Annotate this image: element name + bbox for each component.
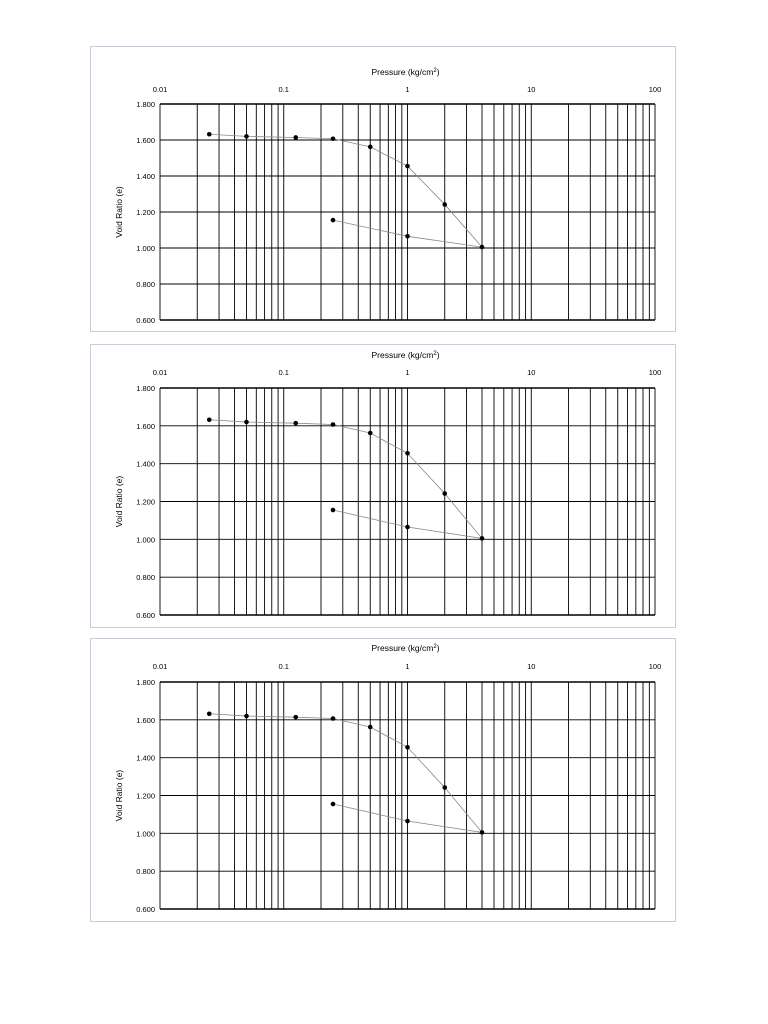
y-tick-label: 1.400 — [136, 753, 155, 763]
y-tick-label: 0.600 — [136, 905, 155, 914]
data-point — [331, 802, 336, 807]
y-tick-label: 1.600 — [136, 715, 155, 725]
x-tick-label: 0.1 — [278, 85, 289, 94]
data-point — [480, 536, 485, 541]
x-tick-label: 1 — [405, 662, 410, 671]
data-point — [331, 508, 336, 513]
gridlines — [160, 104, 655, 320]
chart-panel-2 — [90, 344, 676, 628]
y-tick-label: 1.800 — [136, 678, 155, 687]
x-tick-label: 10 — [527, 662, 536, 671]
gridlines — [160, 388, 655, 615]
y-tick-label: 1.600 — [136, 421, 155, 431]
x-tick-label: 10 — [527, 85, 536, 94]
chart-svg — [91, 47, 677, 333]
data-point — [442, 491, 447, 496]
x-tick-label: 0.01 — [152, 368, 168, 377]
x-tick-label: 0.01 — [152, 85, 168, 94]
x-axis-title: Pressure $(kg/cm^2)$ — [371, 67, 440, 77]
data-point — [480, 245, 485, 250]
chart-panel-3 — [90, 638, 676, 922]
data-point — [207, 711, 212, 716]
y-tick-label: 0.800 — [136, 573, 155, 583]
data-point — [480, 830, 485, 835]
data-point — [244, 420, 249, 425]
data-point — [368, 431, 373, 436]
x-axis-title: Pressure $(kg/cm^2)$ — [371, 643, 440, 653]
data-point — [331, 218, 336, 223]
y-tick-label: 1.400 — [136, 459, 155, 469]
y-tick-label: 1.000 — [136, 829, 155, 839]
x-tick-label: 0.1 — [278, 368, 289, 377]
data-point — [442, 202, 447, 207]
y-tick-label: 1.200 — [136, 497, 155, 507]
data-point — [442, 785, 447, 790]
series-line — [209, 134, 482, 247]
x-tick-label: 0.1 — [278, 662, 289, 671]
x-tick-label: 1 — [405, 368, 410, 377]
data-point — [405, 234, 410, 239]
data-point — [331, 136, 336, 141]
y-tick-label: 1.400 — [136, 172, 155, 181]
x-axis-title: Pressure $(kg/cm^2)$ — [371, 350, 440, 360]
data-point — [405, 745, 410, 750]
y-axis-title: Void Ratio (e) — [114, 475, 124, 528]
data-point — [331, 422, 336, 427]
y-tick-label: 1.800 — [136, 384, 155, 393]
gridlines — [160, 682, 655, 909]
y-tick-label: 0.800 — [136, 867, 155, 877]
chart-svg — [91, 639, 677, 923]
x-tick-label: 100 — [648, 85, 662, 94]
y-tick-label: 0.600 — [136, 316, 155, 325]
data-point — [405, 819, 410, 824]
y-tick-label: 0.800 — [136, 280, 155, 289]
y-axis-title: Void Ratio (e) — [114, 769, 124, 822]
series-line — [209, 714, 482, 833]
data-point — [244, 134, 249, 139]
y-tick-label: 1.200 — [136, 791, 155, 801]
series-line — [209, 420, 482, 539]
y-tick-label: 0.600 — [136, 611, 155, 620]
chart-svg — [91, 345, 677, 629]
data-point — [207, 132, 212, 137]
data-point — [207, 417, 212, 422]
chart-panel-1 — [90, 46, 676, 332]
data-point — [368, 725, 373, 730]
data-point — [405, 525, 410, 530]
y-axis-title: Void Ratio (e) — [114, 186, 124, 238]
y-tick-label: 1.200 — [136, 208, 155, 217]
x-tick-label: 100 — [648, 662, 662, 671]
y-tick-label: 1.000 — [136, 535, 155, 545]
data-point — [405, 164, 410, 169]
data-point — [293, 421, 298, 426]
x-tick-label: 1 — [405, 85, 410, 94]
data-point — [331, 716, 336, 721]
data-point — [368, 145, 373, 150]
data-point — [244, 714, 249, 719]
y-tick-label: 1.800 — [136, 100, 155, 109]
y-tick-label: 1.600 — [136, 136, 155, 145]
data-point — [405, 451, 410, 456]
y-tick-label: 1.000 — [136, 244, 155, 253]
x-tick-label: 10 — [527, 368, 536, 377]
data-point — [293, 715, 298, 720]
data-point — [293, 135, 298, 140]
x-tick-label: 0.01 — [152, 662, 168, 671]
x-tick-label: 100 — [648, 368, 662, 377]
